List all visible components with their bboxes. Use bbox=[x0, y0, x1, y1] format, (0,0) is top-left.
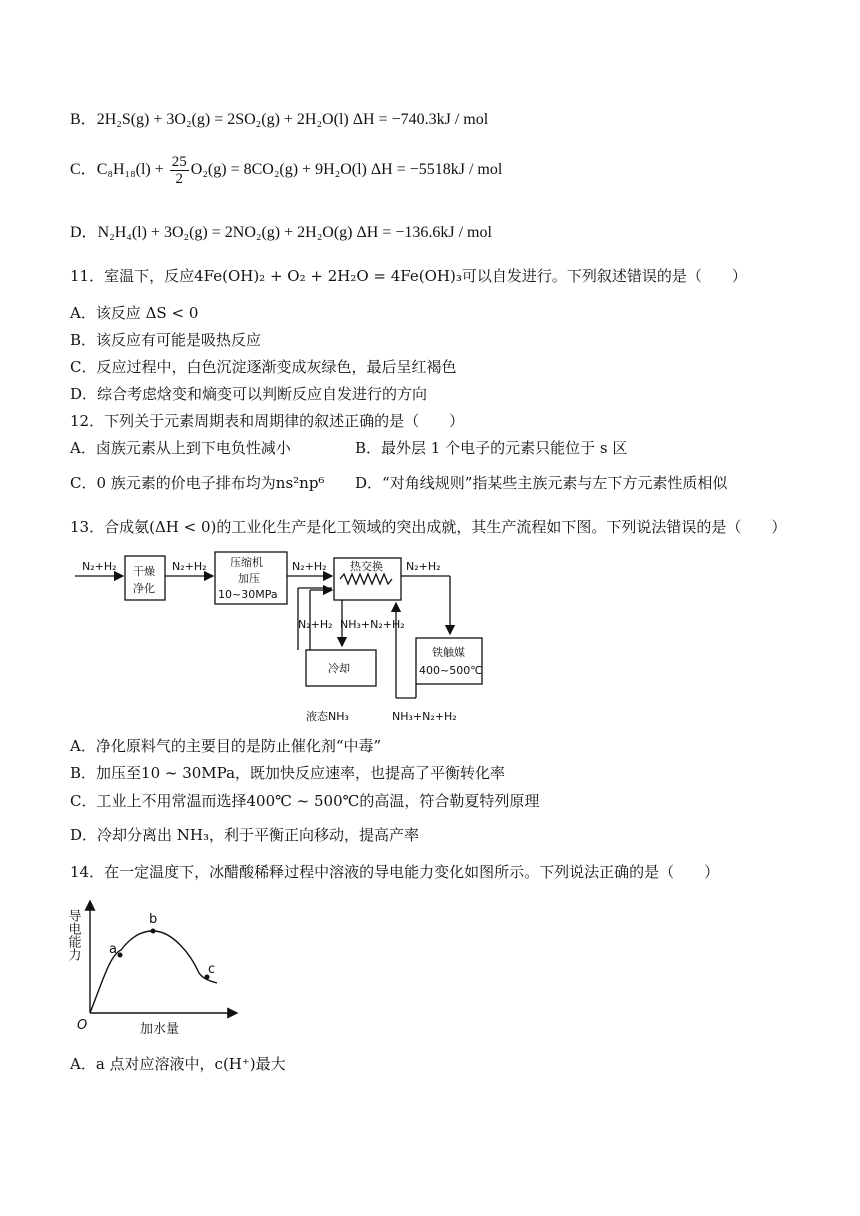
q13-stem: 13．合成氨(ΔH < 0)的工业化生产是化工领域的突出成就，其生产流程如下图。下列说法错误的是（ ） bbox=[70, 518, 787, 536]
feed-label: N₂+H₂ bbox=[82, 560, 117, 573]
output-gas-mix: NH₃+N₂+H₂ bbox=[392, 710, 457, 723]
q12-stem: 12．下列关于元素周期表和周期律的叙述正确的是（ ） bbox=[70, 412, 465, 430]
q12-option-c: C．0 族元素的价电子排布均为ns²np⁶ bbox=[70, 474, 325, 492]
box1-text-1: 干燥 bbox=[133, 565, 155, 578]
box4-text-1: 铁触媒 bbox=[432, 646, 465, 659]
q11-stem: 11．室温下，反应4Fe(OH)₂ + O₂ + 2H₂O = 4Fe(OH)₃可以自发进行。下列叙述错误的是（ ） bbox=[70, 267, 747, 285]
ammonia-process-diagram bbox=[70, 548, 500, 728]
q10-option-c: C．C₈H₁₈(l) + $\frac{25}{2}$ O₂(g) = 8CO₂(g) + 9H₂O(l) ΔH = −5518kJ / mol bbox=[70, 154, 503, 187]
y-axis-label: 导电能力 bbox=[65, 909, 81, 961]
box2-text-3: 10~30MPa bbox=[218, 588, 278, 601]
label-a: a bbox=[109, 942, 117, 957]
point-b bbox=[151, 929, 156, 934]
arrow4-label: N₂+H₂ bbox=[406, 560, 441, 573]
q13-option-a: A．净化原料气的主要目的是防止催化剂“中毒” bbox=[70, 737, 382, 755]
box4-text-2: 400~500℃ bbox=[419, 664, 483, 677]
arrow3-label: N₂+H₂ bbox=[292, 560, 327, 573]
q13-option-d: D．冷却分离出 NH₃，利于平衡正向移动，提高产率 bbox=[70, 826, 420, 844]
point-a bbox=[118, 953, 123, 958]
label-b: b bbox=[149, 912, 158, 927]
mix-label: NH₃+N₂+H₂ bbox=[340, 618, 405, 631]
q12-option-d: D．“对角线规则”指某些主族元素与左下方元素性质相似 bbox=[355, 474, 728, 492]
fraction: $\frac{25}{2}$ bbox=[171, 154, 187, 187]
origin-label: O bbox=[77, 1018, 88, 1033]
q10-option-b: B．2H₂S(g) + 3O₂(g) = 2SO₂(g) + 2H₂O(l) ΔH = −740.3kJ / mol bbox=[70, 111, 489, 128]
conductivity-graph bbox=[65, 895, 255, 1040]
output-liquid-nh3: 液态NH₃ bbox=[306, 710, 349, 723]
q11-option-d: D．综合考虑焓变和熵变可以判断反应自发进行的方向 bbox=[70, 385, 428, 403]
q14-stem: 14．在一定温度下，冰醋酸稀释过程中溶液的导电能力变化如图所示。下列说法正确的是（ ） bbox=[70, 863, 720, 881]
q11-option-b: B．该反应有可能是吸热反应 bbox=[70, 331, 262, 349]
q12-option-b: B．最外层 1 个电子的元素只能位于 s 区 bbox=[355, 439, 628, 457]
q10-option-d: D．N₂H₄(l) + 3O₂(g) = 2NO₂(g) + 2H₂O(g) ΔH = −136.6kJ / mol bbox=[70, 224, 492, 241]
arrow2-label: N₂+H₂ bbox=[172, 560, 207, 573]
q13-option-b: B．加压至10 ~ 30MPa，既加快反应速率，也提高了平衡转化率 bbox=[70, 764, 506, 782]
q11-option-a: A．该反应 ΔS < 0 bbox=[70, 304, 199, 322]
box1-text-2: 净化 bbox=[133, 582, 155, 595]
recycle-label: N₂+H₂ bbox=[298, 618, 333, 631]
box2-text-1: 压缩机 bbox=[230, 556, 263, 569]
q12-option-a: A．卤族元素从上到下电负性减小 bbox=[70, 439, 291, 457]
box3-text: 热交换 bbox=[350, 560, 383, 573]
x-axis-label: 加水量 bbox=[140, 1022, 180, 1037]
box5-text: 冷却 bbox=[328, 662, 350, 675]
q14-option-a: A．a 点对应溶液中，c(H⁺)最大 bbox=[70, 1055, 286, 1073]
box2-text-2: 加压 bbox=[238, 572, 260, 585]
q11-option-c: C．反应过程中，白色沉淀逐渐变成灰绿色，最后呈红褐色 bbox=[70, 358, 457, 376]
q13-option-c: C．工业上不用常温而选择400℃ ~ 500℃的高温，符合勒夏特列原理 bbox=[70, 792, 540, 810]
label-c: c bbox=[208, 962, 216, 977]
